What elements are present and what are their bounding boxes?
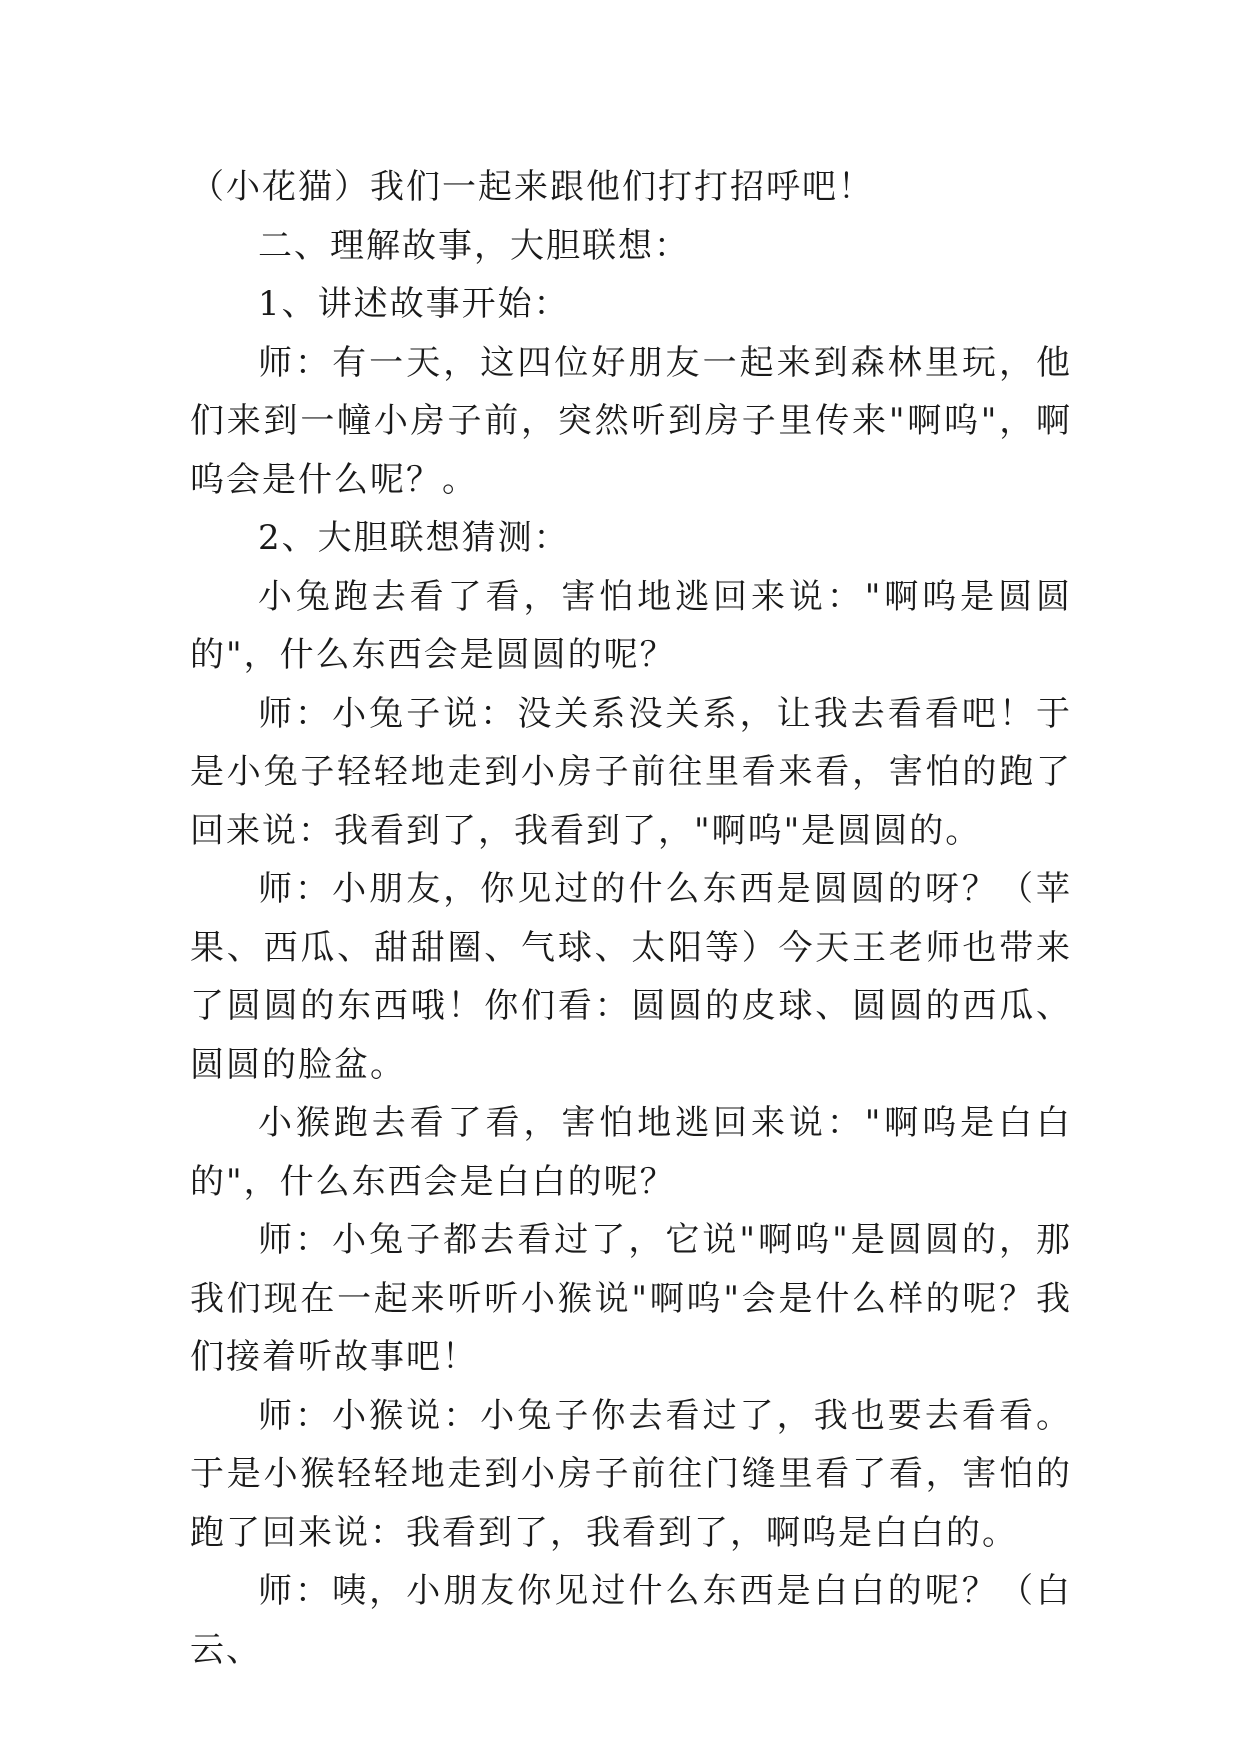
subsection-heading: 2、大胆联想猜测：: [258, 518, 570, 558]
paragraph: 师：小朋友，你见过的什么东西是圆圆的呀？（苹果、西瓜、甜甜圈、气球、太阳等）今天王老师也带来了圆圆的东西哦！你们看：圆圆的皮球、圆圆的西瓜、圆圆的脸盆。: [190, 869, 1072, 1085]
section-heading: 二、理解故事，大胆联想：: [258, 225, 690, 266]
paragraph: 小兔跑去看了看，害怕地逃回来说："啊呜是圆圆的"，什么东西会是圆圆的呢？: [190, 576, 1072, 675]
paragraph: 小猴跑去看了看，害怕地逃回来说："啊呜是白白的"，什么东西会是白白的呢？: [190, 1103, 1072, 1202]
paragraph: （小花猫）我们一起来跟他们打打招呼吧！: [190, 167, 874, 207]
paragraph: 师：咦，小朋友你见过什么东西是白白的呢？（白云、: [190, 1571, 1072, 1670]
document-body: [190, 158, 1072, 1679]
paragraph: 师：小兔子都去看过了，它说"啊呜"是圆圆的，那我们现在一起来听听小猴说"啊呜"会是什么样的呢？我们接着听故事吧！: [190, 1220, 1072, 1377]
paragraph: 师：有一天，这四位好朋友一起来到森林里玩，他们来到一幢小房子前，突然听到房子里传来"啊呜"，啊呜会是什么呢？。: [190, 342, 1072, 500]
paragraph: 师：小猴说：小兔子你去看过了，我也要去看看。于是小猴轻轻地走到小房子前往门缝里看了看，害怕的跑了回来说：我看到了，我看到了，啊呜是白白的。: [190, 1395, 1072, 1553]
subsection-heading: 1、讲述故事开始：: [258, 284, 570, 324]
paragraph: 师：小兔子说：没关系没关系，让我去看看吧！于是小兔子轻轻地走到小房子前往里看来看，害怕的跑了回来说：我看到了，我看到了，"啊呜"是圆圆的。: [190, 693, 1072, 851]
